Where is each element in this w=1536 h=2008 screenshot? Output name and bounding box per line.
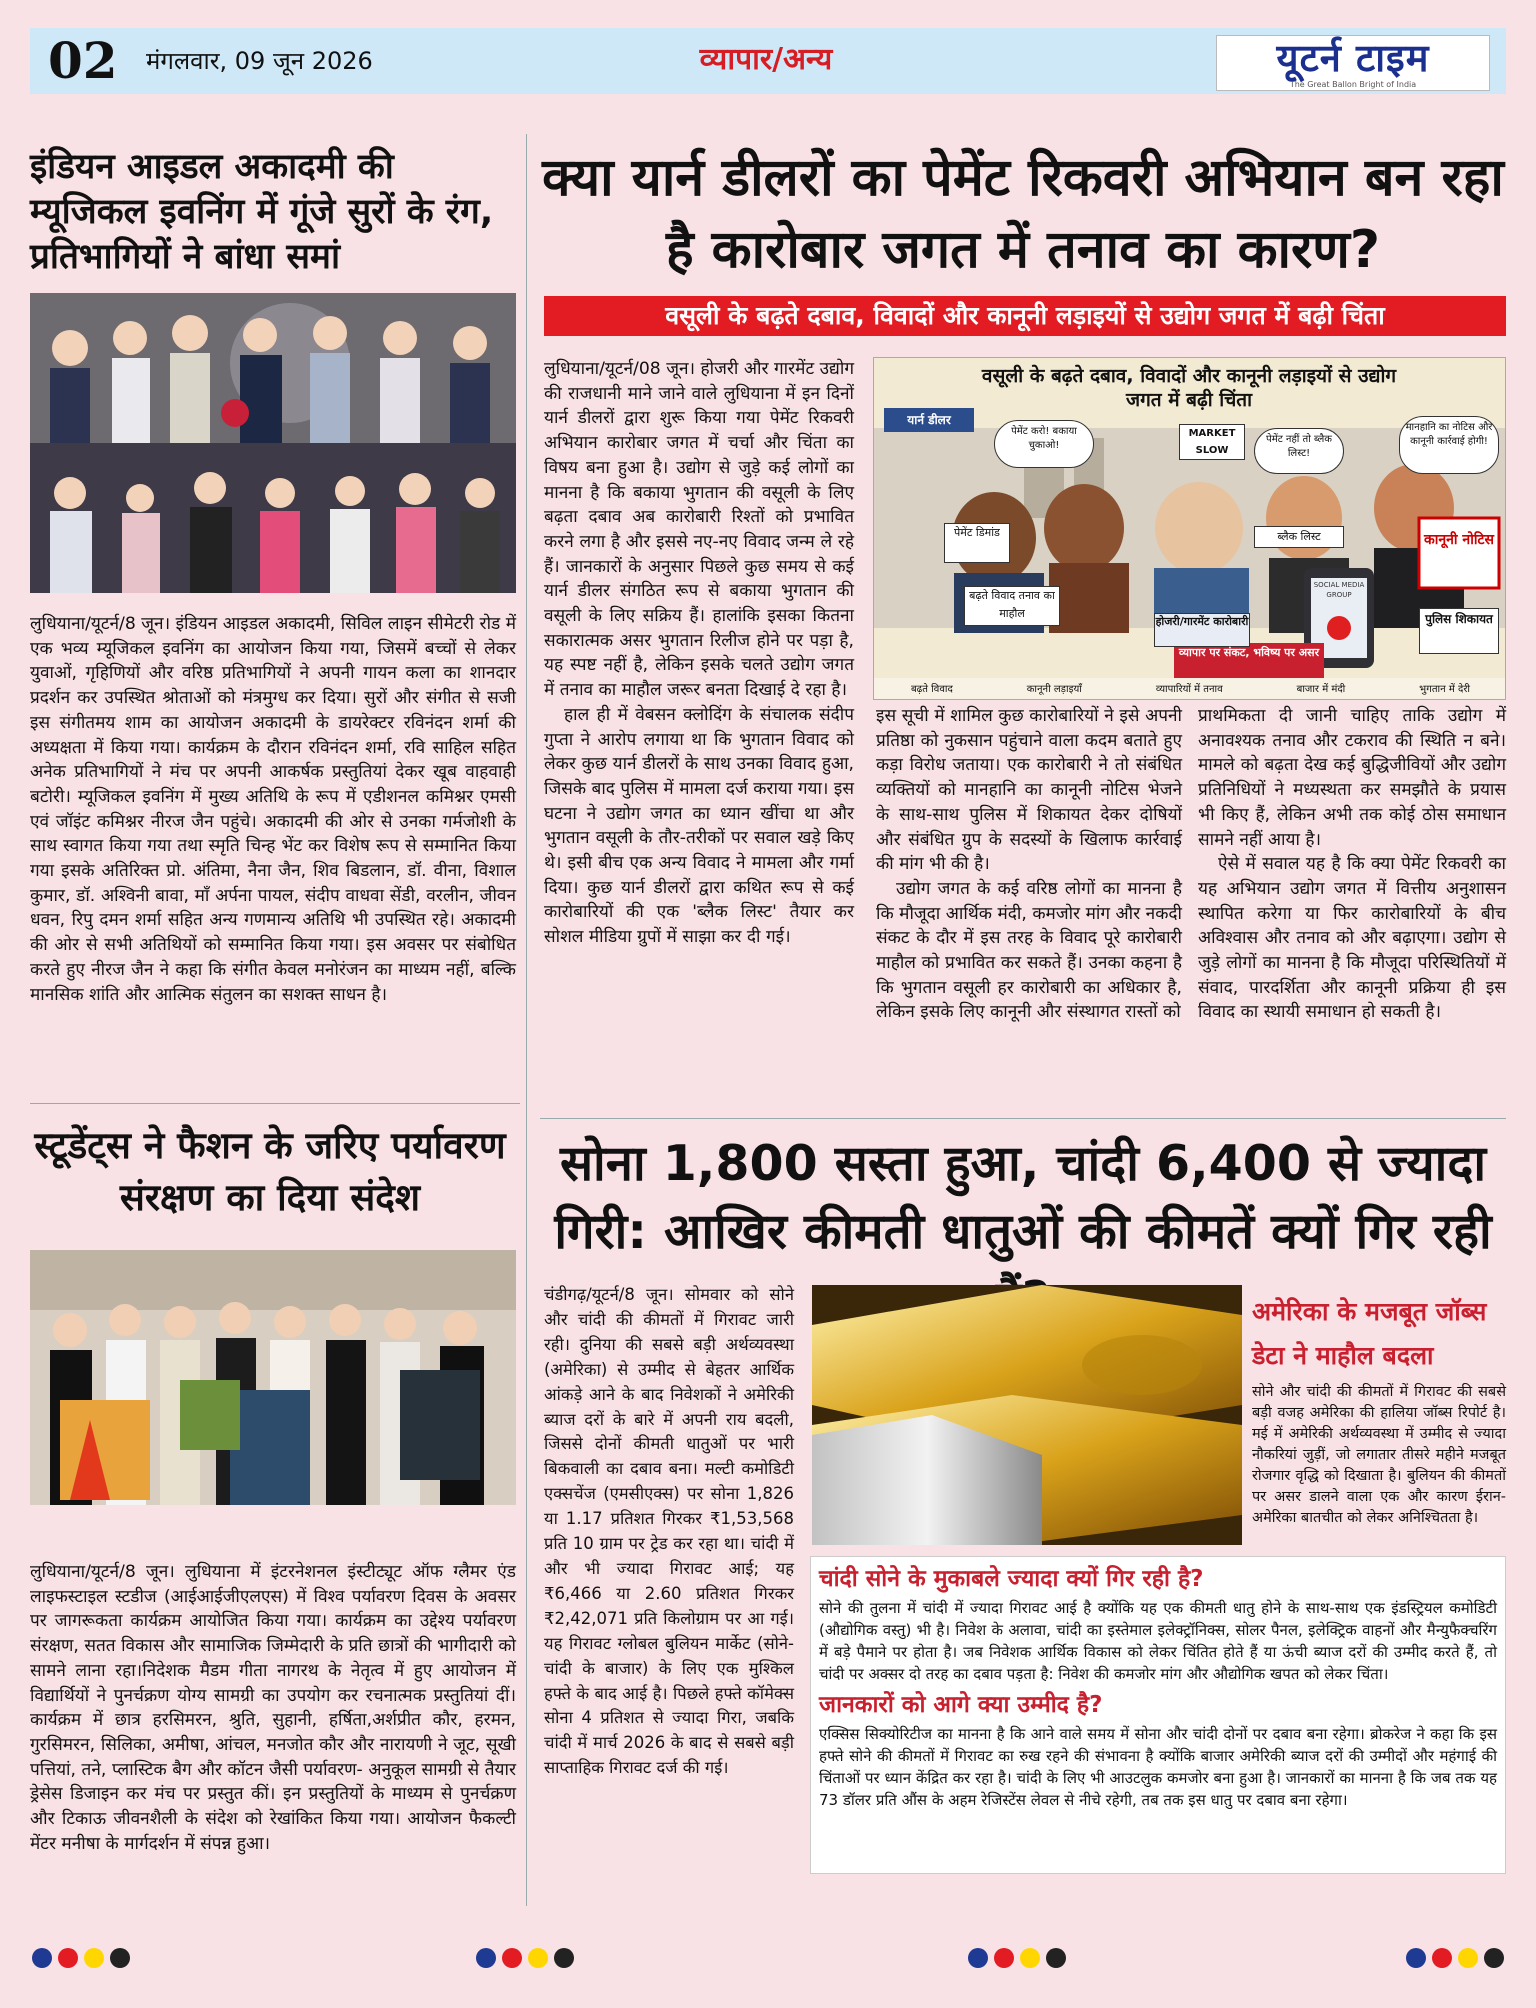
cartoon-footer-label: बढ़ते विवाद bbox=[910, 684, 953, 695]
students-fashion-photo bbox=[30, 1250, 516, 1505]
jobs-data-sidebar bbox=[1252, 1290, 1506, 1529]
cartoon-bubble-legal: मानहानि का नोटिस और कानूनी कार्रवाई होगी! bbox=[1399, 416, 1499, 474]
silver-why-heading: चांदी सोने के मुकाबले ज्यादा क्यों गिर रही है? bbox=[819, 1566, 1204, 1592]
gold-bars-photo bbox=[812, 1285, 1242, 1545]
cartoon-police-complaint: पुलिस शिकायत bbox=[1419, 608, 1499, 654]
section-label: व्यापार/अन्य bbox=[699, 42, 833, 77]
cartoon-bubble-blacklist: पेमेंट नहीं तो ब्लैक लिस्ट! bbox=[1254, 428, 1344, 474]
registration-dot bbox=[994, 1948, 1014, 1968]
registration-dot bbox=[1046, 1948, 1066, 1968]
story-divider bbox=[540, 1118, 1506, 1119]
page-number: 02 bbox=[48, 31, 118, 90]
issue-date: मंगलवार, 09 जून 2026 bbox=[146, 47, 373, 75]
cartoon-legal-notice: कानूनी नोटिस bbox=[1424, 532, 1494, 548]
yarn-cartoon bbox=[873, 357, 1506, 700]
jobs-data-body: सोने और चांदी की कीमतों में गिरावट की सबसे बड़ी वजह अमेरिका की हालिया जॉब्स रिपोर्ट है। मई में अमेरिकी अर्थव्यवस्था में उम्मीद से ज्यादा नौकरियां जुड़ीं, जो लगातार तीसरे महीने मजबूत रोजगार वृद्धि को दिखाता है। बुलियन की कीमतों पर असर डालने वाला एक और कारण ईरान-अमेरिका बातचीत को लेकर अनिश्चितता है। bbox=[1252, 1384, 1506, 1526]
headline-music-evening: इंडियन आइडल अकादमी की म्यूजिकल इवनिंग में गूंजे सुरों के रंग, प्रतिभागियों ने बांधा समां bbox=[30, 147, 494, 277]
cartoon-title: वसूली के बढ़ते दबाव, विवादों और कानूनी लड़ाइयों से उद्योग जगत में बढ़ी चिंता bbox=[981, 365, 1397, 411]
headline-yarn-recovery: क्या यार्न डीलरों का पेमेंट रिकवरी अभियान बन रहा है कारोबार जगत में तनाव का कारण? bbox=[542, 148, 1504, 280]
registration-dot bbox=[58, 1948, 78, 1968]
cartoon-crisis-banner: व्यापार पर संकट, भविष्य पर असर bbox=[1178, 646, 1320, 659]
story-divider bbox=[30, 1103, 520, 1104]
jobs-data-heading: अमेरिका के मजबूत जॉब्स डेटा ने माहौल बदला bbox=[1252, 1297, 1487, 1370]
registration-dot bbox=[110, 1948, 130, 1968]
cartoon-social-media: SOCIAL MEDIA GROUP bbox=[1313, 581, 1365, 599]
registration-marks-center-right bbox=[968, 1948, 1066, 1968]
cartoon-bubble-pay: पेमेंट करो! बकाया चुकाओ! bbox=[994, 420, 1094, 468]
music-evening-body: लुधियाना/यूटर्न/8 जून। इंडियन आइडल अकादमी, सिविल लाइन सीमेटरी रोड में एक भव्य म्यूजिकल इवनिंग का आयोजन किया गया, जिसमें बच्चों से लेकर युवाओं, गृहिणियों और वरिष्ठ प्रतिभागियों ने अपनी गायन कला का शानदार प्रदर्शन कर उपस्थित श्रोताओं को मंत्रमुग्ध कर दिया। सुरों और संगीत से सजी इस संगीतमय शाम का आयोजन अकादमी के डायरेक्टर रविनंदन शर्मा की अध्यक्षता में किया गया। कार्यक्रम के दौरान रविनंदन शर्मा, रवि साहिल सहित अनेक प्रतिभागियों ने मंच पर अपनी आकर्षक प्रस्तुतियां देकर खूब वाहवाही बटोरी। म्यूजिकल इवनिंग में मुख्य अतिथि के रूप में एडीशनल कमिश्नर एमसी एवं जॉइंट कमिश्नर नीरज जैन पहुंचे। अकादमी की ओर से उनका गर्मजोशी के साथ स्वागत किया गया तथा स्मृति चिन्ह भेंट कर विशेष रूप से सम्मानित किया गया इसके अतिरिक्त प्रो. अंतिमा, नैना जैन, शिव बिडलान, डॉ. वीना, विशाल कुमार, डॉ. अश्विनी बावा, माँ अर्पना पायल, संदीप वाधवा सेंडी, वरलीन, जीवन धवन, रिपु दमन शर्मा सहित अन्य गणमान्य अतिथि भी उपस्थित रहे। अकादमी की ओर से सभी अतिथियों को सम्मानित किया गया। इस अवसर पर संबोधित करते हुए नीरज जैन ने कहा कि संगीत केवल मनोरंजन का माध्यम नहीं, बल्कि मानसिक शांति और आत्मिक संतुलन का सशक्त साधन है। bbox=[30, 614, 516, 1005]
cartoon-tension-board: बढ़ते विवाद तनाव का माहौल bbox=[964, 586, 1060, 626]
registration-dot bbox=[1406, 1948, 1426, 1968]
registration-dot bbox=[968, 1948, 988, 1968]
experts-outlook-body: एक्सिस सिक्योरिटीज का मानना है कि आने वाले समय में सोना और चांदी दोनों पर दबाव बना रहेगा। ब्रोकरेज ने कहा कि इस हफ्ते सोने की कीमतों में गिरावट का रुख रहने की संभावना है क्योंकि बाजार अमेरिकी ब्याज दरों की उम्मीदों और महंगाई की चिंताओं पर ध्यान केंद्रित कर रहा है। चांदी के लिए भी आउटलुक कमजोर बना हुआ है। जानकारों का मानना है कि जब तक यह 73 डॉलर प्रति औंस के अहम रेजिस्टेंस लेवल से नीचे रहेगी, तब तक इस धातु पर दबाव बना रहेगा। bbox=[819, 1725, 1497, 1809]
yarn-story-column-3: प्राथमिकता दी जानी चाहिए ताकि उद्योग में अनावश्यक तनाव और टकराव की स्थिति न बने। मामले को बढ़ता देख कई बुद्धिजीवियों और उद्योग प्रतिनिधियों ने मध्यस्थता कर समझौते के प्रयास भी किए हैं, लेकिन अभी तक कोई ठोस समाधान सामने नहीं आया है। ऐसे में सवाल यह है कि क्या पेमेंट रिकवरी का यह अभियान उद्योग जगत में वित्तीय अनुशासन स्थापित करेगा या फिर कारोबारियों के बीच अविश्वास और तनाव को और बढ़ाएगा। उद्योग से जुड़े लोगों का मानना है कि मौजूदा परिस्थितियों में संवाद, पारदर्शिता और कानूनी प्रक्रिया ही इस विवाद का स्थायी समाधान हो सकती है। bbox=[1198, 706, 1506, 1023]
registration-dot bbox=[528, 1948, 548, 1968]
registration-dot bbox=[1458, 1948, 1478, 1968]
headline-students-fashion: स्टूडेंट्स ने फैशन के जरिए पर्यावरण संरक्षण का दिया संदेश bbox=[34, 1124, 506, 1219]
experts-outlook-heading: जानकारों को आगे क्या उम्मीद है? bbox=[819, 1692, 1103, 1718]
headline-gold-silver: सोना 1,800 सस्ता हुआ, चांदी 6,400 से ज्यादा गिरी: आखिर कीमती धातुओं की कीमतें क्यों गिर रही bbox=[554, 1135, 1492, 1260]
cartoon-hosiery-label: होजरी/गारमेंट कारोबारी bbox=[1154, 613, 1250, 647]
registration-dot bbox=[1432, 1948, 1452, 1968]
cartoon-footer-label: भुगतान में देरी bbox=[1419, 684, 1470, 695]
registration-dot bbox=[32, 1948, 52, 1968]
registration-dot bbox=[476, 1948, 496, 1968]
cartoon-footer-label: बाजार में मंदी bbox=[1296, 684, 1346, 695]
registration-marks-right bbox=[1406, 1948, 1504, 1968]
registration-marks-left bbox=[32, 1948, 130, 1968]
subheadline-bar: वसूली के बढ़ते दबाव, विवादों और कानूनी लड़ाइयों से उद्योग जगत में बढ़ी चिंता bbox=[544, 296, 1506, 336]
yarn-story-column-1: लुधियाना/यूटर्न/08 जून। होजरी और गारमेंट उद्योग की राजधानी माने जाने वाले लुधियाना में इन दिनों यार्न डीलरों द्वारा शुरू किया गया पेमेंट रिकवरी अभियान कारोबार जगत में चर्चा और चिंता का विषय बना हुआ है। उद्योग से जुड़े कई लोगों का मानना है कि बकाया भुगतान की वसूली के लिए बढ़ता दबाव अब कारोबारी रिश्तों को प्रभावित करने लगा है और इससे नए-नए विवाद जन्म ले रहे हैं। जानकारों के अनुसार पिछले कुछ समय से कई यार्न डीलर संगठित रूप से बकाया भुगतान की वसूली के लिए सक्रिय हैं। हालांकि इसका कितना सकारात्मक असर भुगतान रिलीज होने पर पड़ा है, यह स्पष्ट नहीं है, लेकिन इसके चलते उद्योग जगत में तनाव का माहौल जरूर बनता दिखाई दे रहा है। हाल ही में वेबसन क्लोदिंग के संचालक संदीप गुप्ता ने आरोप लगाया था कि भुगतान विवाद को लेकर कुछ यार्न डीलरों के साथ उनका विवाद हुआ, जिसके बाद पुलिस में मामला दर्ज कराया गया। इस घटना ने उद्योग जगत का ध्यान खींचा था और भुगतान वसूली के तौर-तरीकों पर सवाल खड़े किए थे। इसी बीच एक अन्य विवाद ने मामला और गर्मा दिया। कुछ यार्न डीलरों द्वारा कथित रूप से कई कारोबारियों की एक 'ब्लैक लिस्ट' तैयार कर सोशल मीडिया ग्रुपों में साझा कर दी गई। bbox=[544, 359, 854, 948]
registration-dot bbox=[502, 1948, 522, 1968]
silver-why-body: सोने की तुलना में चांदी में ज्यादा गिरावट आई है क्योंकि यह एक कीमती धातु होने के साथ-साथ एक इंडस्ट्रियल कमोडिटी (औद्योगिक वस्तु) भी है। निवेश के अलावा, चांदी का इस्तेमाल इलेक्ट्रॉनिक्स, सोलर पैनल, इलेक्ट्रिक वाहनों और मैन्युफैक्चरिंग में बड़े पैमाने पर होता है। जब निवेशक आर्थिक विकास को लेकर चिंतित होते हैं या ऊंची ब्याज दरों की उम्मीद करते हैं, तो चांदी पर अक्सर दो तरह का दबाव पड़ता है: निवेश की कमजोर मांग और औद्योगिक खपत को लेकर चिंता। bbox=[819, 1599, 1497, 1683]
registration-marks-center-left bbox=[476, 1948, 574, 1968]
registration-dot bbox=[554, 1948, 574, 1968]
masthead-tagline: The Great Ballon Bright of India bbox=[1289, 80, 1417, 89]
silver-experts-box bbox=[810, 1556, 1506, 1874]
cartoon-footer-label: कानूनी लड़ाइयाँ bbox=[1026, 684, 1082, 695]
music-evening-photo bbox=[30, 293, 516, 593]
cartoon-blacklist-sheet: ब्लैक लिस्ट bbox=[1254, 526, 1344, 548]
masthead-logo bbox=[1216, 35, 1490, 91]
cartoon-market-sign: MARKET SLOW bbox=[1179, 424, 1245, 460]
yarn-story-column-2: इस सूची में शामिल कुछ कारोबारियों ने इसे अपनी प्रतिष्ठा को नुकसान पहुंचाने वाला कदम बताते हुए कड़ा विरोध जताया। एक कारोबारी ने तो संबंधित व्यक्तियों को मानहानि का कानूनी नोटिस भेजने के साथ-साथ पुलिस में शिकायत देकर दोषियों और संबंधित ग्रुप के सदस्यों के खिलाफ कार्रवाई की मांग भी की है। उद्योग जगत के कई वरिष्ठ लोगों का मानना है कि मौजूदा आर्थिक मंदी, कमजोर मांग और नकदी संकट के दौर में इस तरह के विवाद पूरे कारोबारी माहौल को प्रभावित कर सकते हैं। उनका कहना है कि भुगतान वसूली हर कारोबारी का अधिकार है, लेकिन इसके लिए कानूनी और संस्थागत रास्तों को bbox=[876, 706, 1182, 1023]
cartoon-payment-demand: पेमेंट डिमांड bbox=[944, 523, 1010, 563]
registration-dot bbox=[1484, 1948, 1504, 1968]
cartoon-footer-labels bbox=[874, 680, 1506, 700]
gold-story-body: चंडीगढ़/यूटर्न/8 जून। सोमवार को सोने और चांदी की कीमतों में गिरावट जारी रही। दुनिया की सबसे बड़ी अर्थव्यवस्था (अमेरिका) से उम्मीद से बेहतर आर्थिक आंकड़े आने के बाद निवेशकों ने अमेरिकी ब्याज दरों के बारे में अपनी राय बदली, जिससे दोनों कीमती धातुओं पर भारी बिकवाली का दबाव बना। मल्टी कमोडिटी एक्सचेंज (एमसीएक्स) पर सोना 1,826 या 1.17 प्रतिशत गिरकर ₹1,53,568 प्रति 10 ग्राम पर ट्रेड कर रहा था। चांदी में और भी ज्यादा गिरावट आई; यह ₹6,466 या 2.60 प्रतिशत गिरकर ₹2,42,071 प्रति किलोग्राम पर आ गई। यह गिरावट ग्लोबल बुलियन मार्केट (सोने-चांदी के बाजार) के लिए एक मुश्किल हफ्ते के बाद आई है। पिछले हफ्ते कॉमेक्स सोना 4 प्रतिशत से ज्यादा गिरा, जबकि चांदी में मार्च 2026 के बाद से सबसे बड़ी साप्ताहिक गिरावट दर्ज की गई। bbox=[544, 1285, 794, 1778]
cartoon-footer-label: व्यापारियों में तनाव bbox=[1155, 684, 1223, 695]
column-divider bbox=[526, 134, 527, 1906]
registration-dot bbox=[84, 1948, 104, 1968]
cartoon-label-yarn-dealer: यार्न डीलर bbox=[884, 408, 974, 432]
registration-dot bbox=[1020, 1948, 1040, 1968]
masthead-title: यूटर्न टाइम bbox=[1276, 36, 1430, 80]
students-fashion-body: लुधियाना/यूटर्न/8 जून। लुधियाना में इंटरनेशनल इंस्टीट्यूट ऑफ ग्लैमर एंड लाइफस्टाइल स्टडीज (आईआईजीएलएस) में विश्व पर्यावरण दिवस के अवसर पर जागरूकता कार्यक्रम आयोजित किया गया। कार्यक्रम का उद्देश्य पर्यावरण संरक्षण, सतत विकास और सामाजिक जिम्मेदारी के प्रति छात्रों की भागीदारी को सामने लाना रहा।निदेशक मैडम गीता नागरथ के नेतृत्व में हुए आयोजन में विद्यार्थियों ने पुनर्चक्रण योग्य सामग्री का उपयोग कर रचनात्मक प्रस्तुतियां दीं। कार्यक्रम में छात्र हरसिमरन, श्रुति, सुहानी, हर्षिता,अर्शप्रीत कौर, हरमन, गुरसिमरन, सिलिका, अमीषा, आंचल, मनजोत कौर और नारायणी ने जूट, सूखी पत्तियां, तने, प्लास्टिक बैग और कॉटन जैसी पर्यावरण- अनुकूल सामग्री से तैयार ड्रेसेस डिजाइन कर मंच पर प्रस्तुत कीं। इन प्रस्तुतियों के माध्यम से पुनर्चक्रण और टिकाऊ जीवनशैली के संदेश को रेखांकित किया गया। आयोजन फैकल्टी मेंटर मनीषा के मार्गदर्शन में संपन्न हुआ। bbox=[30, 1562, 516, 1854]
